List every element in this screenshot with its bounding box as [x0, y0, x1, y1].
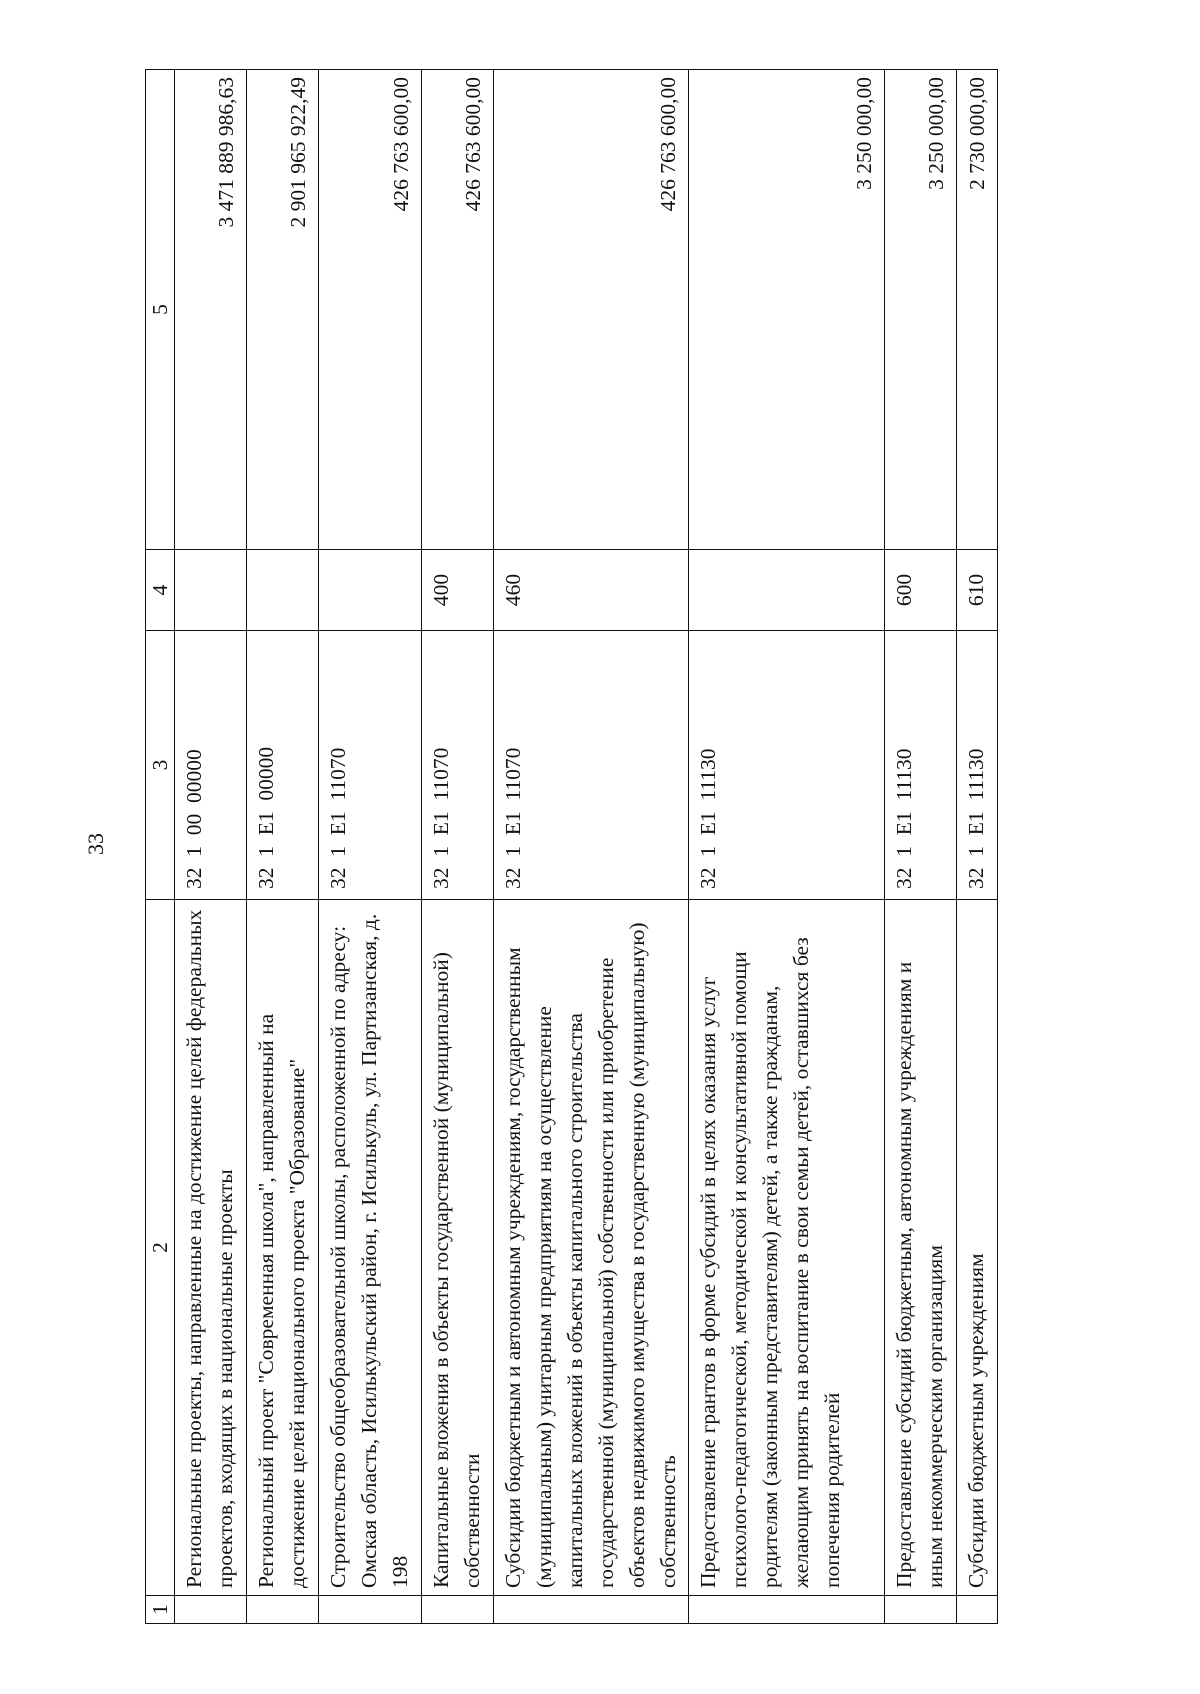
- row-col1: [422, 1596, 494, 1624]
- row-amount: 2 901 965 922,49: [247, 70, 319, 550]
- row-type: 460: [494, 550, 689, 631]
- table-row: [494, 70, 689, 1624]
- row-amount: 426 763 600,00: [319, 70, 422, 550]
- row-type: 400: [422, 550, 494, 631]
- table-row: [247, 70, 319, 1624]
- row-code: 32 1 00 00000: [175, 631, 247, 900]
- row-type: [689, 550, 885, 631]
- header-col-3: 3: [146, 631, 175, 900]
- row-col1: [494, 1596, 689, 1624]
- header-col-2: 2: [146, 900, 175, 1596]
- row-col1: [175, 1596, 247, 1624]
- row-col1: [957, 1596, 998, 1624]
- table-row: [175, 70, 247, 1624]
- row-name: Субсидии бюджетным и автономным учреждениям, государственным (муниципальным) унитарным предприятиям на осуществление капитальных вложений в объекты капитального строительства государственной (муниципальной) собственности или приобретение объектов недвижимого имущества в государственную (муниципальную) собственность: [494, 900, 689, 1596]
- row-col1: [319, 1596, 422, 1624]
- row-code: 32 1 Е1 11130: [689, 631, 885, 900]
- header-row: [146, 70, 175, 1624]
- table-row: [319, 70, 422, 1624]
- row-code: 32 1 Е1 00000: [247, 631, 319, 900]
- row-name: Предоставление субсидий бюджетным, автономным учреждениям и иным некоммерческим организациям: [885, 900, 957, 1596]
- header-col-5: 5: [146, 70, 175, 550]
- row-col1: [885, 1596, 957, 1624]
- row-type: [319, 550, 422, 631]
- row-amount: 426 763 600,00: [422, 70, 494, 550]
- row-col1: [247, 1596, 319, 1624]
- row-code: 32 1 Е1 11070: [422, 631, 494, 900]
- header-col-1: 1: [146, 1596, 175, 1624]
- row-type: [175, 550, 247, 631]
- row-code: 32 1 Е1 11070: [319, 631, 422, 900]
- row-name: Капитальные вложения в объекты государственной (муниципальной) собственности: [422, 900, 494, 1596]
- row-col1: [689, 1596, 885, 1624]
- row-name: Строительство общеобразовательной школы, расположенной по адресу: Омская область, Исилькульский район, г. Исилькуль, ул. Партизанская, д. 198: [319, 900, 422, 1596]
- row-amount: 3 250 000,00: [689, 70, 885, 550]
- row-name: Предоставление грантов в форме субсидий в целях оказания услуг психолого-педагогической, методической и консультативной помощи родителям (законным представителям) детей, а также гражданам, желающим принять на воспитание в свои семьи детей, оставшихся без попечения родителей: [689, 900, 885, 1596]
- row-amount: 426 763 600,00: [494, 70, 689, 550]
- header-col-4: 4: [146, 550, 175, 631]
- row-type: 600: [885, 550, 957, 631]
- row-amount: 3 250 000,00: [885, 70, 957, 550]
- page-number: 33: [83, 833, 108, 855]
- row-type: 610: [957, 550, 998, 631]
- table-row: [885, 70, 957, 1624]
- row-code: 32 1 Е1 11070: [494, 631, 689, 900]
- table-row: [957, 70, 998, 1624]
- table-row: [689, 70, 885, 1624]
- row-code: 32 1 Е1 11130: [885, 631, 957, 900]
- row-amount: 2 730 000,00: [957, 70, 998, 550]
- row-name: Региональные проекты, направленные на достижение целей федеральных проектов, входящих в национальные проекты: [175, 900, 247, 1596]
- row-amount: 3 471 889 986,63: [175, 70, 247, 550]
- row-name: Субсидии бюджетным учреждениям: [957, 900, 998, 1596]
- rotated-table-wrapper: [145, 69, 1030, 1624]
- budget-table: [145, 69, 998, 1624]
- row-code: 32 1 Е1 11130: [957, 631, 998, 900]
- row-type: [247, 550, 319, 631]
- table-row: [422, 70, 494, 1624]
- row-name: Региональный проект "Современная школа", направленный на достижение целей национального проекта "Образование": [247, 900, 319, 1596]
